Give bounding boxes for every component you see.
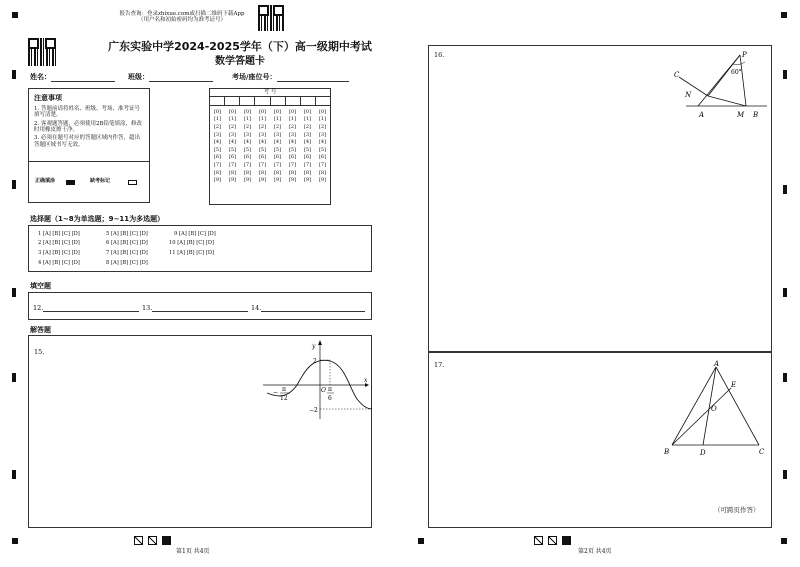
digit-bubble[interactable]: [4] [258, 139, 267, 146]
side-mark [12, 70, 16, 79]
choice-row[interactable]: 6 [A] [B] [C] [D] [106, 240, 148, 246]
point-C-label: C [759, 448, 765, 456]
fill-heading: 填空题 [30, 282, 51, 290]
digit-bubble[interactable]: [1] [213, 116, 222, 123]
digit-bubble[interactable]: [0] [228, 108, 237, 115]
digit-bubble[interactable]: [9] [243, 177, 252, 184]
digit-bubble[interactable]: [6] [243, 154, 252, 161]
digit-bubble[interactable]: [2] [273, 123, 282, 130]
side-mark [12, 373, 16, 382]
choice-row[interactable]: 3 [A] [B] [C] [D] [38, 250, 80, 256]
side-mark [783, 70, 787, 79]
digit-bubble[interactable]: [3] [288, 131, 297, 138]
page-number-2: 第2页 共4页 [578, 548, 612, 555]
digit-bubble[interactable]: [9] [258, 177, 267, 184]
point-D-label: D [700, 449, 706, 457]
graph-y-max-label: 2 [313, 358, 317, 365]
absent-mark-box[interactable] [128, 180, 137, 185]
fill-q13[interactable] [142, 304, 248, 312]
q17-number: 17. [434, 361, 445, 369]
note-item: 1. 答题前请将姓名、班级、考场、准考证号填写清楚。 [34, 106, 140, 119]
point-E-label: E [731, 381, 737, 389]
side-mark [783, 373, 787, 382]
digit-bubble[interactable]: [3] [318, 131, 327, 138]
footer-code-mark [148, 536, 157, 545]
q15-sine-graph [257, 339, 372, 424]
notes-heading: 注意事项 [34, 94, 62, 102]
q14-number: 14. [251, 304, 262, 312]
digit-bubble[interactable]: [3] [273, 131, 282, 138]
digit-bubble[interactable]: [8] [288, 169, 297, 176]
digit-bubble[interactable]: [2] [213, 123, 222, 130]
digit-bubble[interactable]: [3] [258, 131, 267, 138]
exam-number-digits[interactable] [210, 108, 330, 184]
fill-q14[interactable] [251, 304, 365, 312]
report-notice-line1: 报告查询：登录zhixue.com或扫描二维码下载App [119, 11, 245, 17]
digit-bubble[interactable]: [5] [273, 146, 282, 153]
correct-fill-sample [66, 180, 75, 185]
digit-bubble[interactable]: [0] [288, 108, 297, 115]
digit-bubble[interactable]: [4] [273, 139, 282, 146]
point-M-label: M [737, 111, 745, 119]
digit-bubble[interactable]: [8] [303, 169, 312, 176]
digit-bubble[interactable]: [0] [243, 108, 252, 115]
digit-bubble[interactable]: [4] [303, 139, 312, 146]
side-mark [12, 470, 16, 479]
q15-answer-area[interactable] [28, 335, 372, 528]
room-seat-label: 考场/座位号： [232, 73, 277, 81]
q16-answer-area[interactable] [428, 45, 772, 352]
class-label: 班级： [128, 73, 149, 81]
digit-bubble[interactable]: [2] [288, 123, 297, 130]
point-O-label: O [711, 405, 717, 413]
q13-number: 13. [142, 304, 153, 312]
digit-bubble[interactable]: [3] [228, 131, 237, 138]
q12-number: 12. [33, 304, 44, 312]
side-mark [783, 470, 787, 479]
absent-mark-label: 缺考标记 [90, 178, 111, 184]
side-mark [12, 180, 16, 189]
corner-mark-br [781, 538, 787, 544]
digit-bubble[interactable]: [8] [228, 169, 237, 176]
footer-code-mark [162, 536, 171, 545]
digit-bubble[interactable]: [7] [318, 161, 327, 168]
digit-bubble[interactable]: [8] [273, 169, 282, 176]
digit-bubble[interactable]: [9] [318, 177, 327, 184]
choice-row[interactable]: 11 [A] [B] [C] [D] [169, 250, 215, 256]
choice-row[interactable]: 8 [A] [B] [C] [D] [106, 260, 148, 266]
footer-code-mark [134, 536, 143, 545]
report-notice [112, 11, 252, 24]
digit-bubble[interactable]: [4] [228, 139, 237, 146]
fill-box [28, 292, 372, 320]
angle-label: 60° [731, 69, 742, 76]
answer-heading: 解答题 [30, 326, 51, 334]
digit-bubble[interactable]: [7] [243, 161, 252, 168]
digit-bubble[interactable]: [4] [318, 139, 327, 146]
digit-bubble[interactable]: [2] [318, 123, 327, 130]
digit-bubble[interactable]: [5] [288, 146, 297, 153]
choice-row[interactable]: 5 [A] [B] [C] [D] [106, 231, 148, 237]
card-subtitle: 数学答题卡 [215, 56, 265, 67]
digit-bubble[interactable]: [9] [288, 177, 297, 184]
card-qr-code [28, 38, 56, 66]
exam-title: 广东实验中学2024-2025学年（下）高一级期中考试 [108, 40, 372, 53]
digit-bubble[interactable]: [7] [288, 161, 297, 168]
exam-number-label: 考 号 [210, 89, 330, 97]
digit-bubble[interactable]: [5] [258, 146, 267, 153]
fill-q12[interactable] [33, 304, 139, 312]
digit-bubble[interactable]: [8] [243, 169, 252, 176]
digit-bubble[interactable]: [1] [243, 116, 252, 123]
digit-bubble[interactable]: [5] [243, 146, 252, 153]
corner-mark-tr [781, 12, 787, 18]
digit-bubble[interactable]: [3] [243, 131, 252, 138]
digit-bubble[interactable]: [9] [303, 177, 312, 184]
digit-bubble[interactable]: [7] [273, 161, 282, 168]
graph-left-tick-denominator: 12 [280, 395, 288, 402]
digit-bubble[interactable]: [9] [273, 177, 282, 184]
point-P-label: P [742, 51, 747, 59]
name-field[interactable] [30, 72, 115, 82]
point-C-label: C [674, 71, 680, 79]
choice-row[interactable]: 10 [A] [B] [C] [D] [169, 240, 215, 246]
digit-bubble[interactable]: [5] [228, 146, 237, 153]
room-seat-field[interactable] [232, 72, 349, 82]
digit-bubble[interactable]: [1] [228, 116, 237, 123]
choice-row[interactable]: 1 [A] [B] [C] [D] [38, 231, 80, 237]
digit-bubble[interactable]: [0] [258, 108, 267, 115]
digit-bubble[interactable]: [2] [228, 123, 237, 130]
digit-bubble[interactable]: [8] [213, 169, 222, 176]
q16-number: 16. [434, 51, 445, 59]
class-field[interactable] [128, 72, 213, 82]
corner-mark-bl [12, 538, 18, 544]
digit-bubble[interactable]: [3] [303, 131, 312, 138]
digit-bubble[interactable]: [4] [288, 139, 297, 146]
digit-bubble[interactable]: [1] [258, 116, 267, 123]
choice-row[interactable]: 4 [A] [B] [C] [D] [38, 260, 80, 266]
choice-row[interactable]: 2 [A] [B] [C] [D] [38, 240, 80, 246]
digit-bubble[interactable]: [1] [303, 116, 312, 123]
digit-bubble[interactable]: [9] [228, 177, 237, 184]
digit-bubble[interactable]: [1] [318, 116, 327, 123]
exam-number-grid [209, 88, 331, 205]
graph-left-tick-numerator: π [282, 386, 286, 393]
digit-bubble[interactable]: [2] [303, 123, 312, 130]
corner-mark-bc [418, 538, 424, 544]
graph-y-min-label: −2 [309, 407, 318, 414]
digit-bubble[interactable]: [8] [318, 169, 327, 176]
digit-bubble[interactable]: [0] [318, 108, 327, 115]
q17-answer-area[interactable] [428, 352, 772, 528]
side-mark [783, 185, 787, 194]
graph-origin-label: O [321, 387, 326, 394]
choice-box [28, 225, 372, 272]
digit-bubble[interactable]: [6] [213, 154, 222, 161]
choice-row[interactable]: 9 [A] [B] [C] [D] [174, 231, 216, 237]
digit-bubble[interactable]: [5] [303, 146, 312, 153]
point-A-label: A [699, 111, 705, 119]
correct-fill-label: 正确填涂 [35, 178, 56, 184]
continue-note: （可跨页作答） [714, 506, 760, 514]
digit-bubble[interactable]: [0] [273, 108, 282, 115]
digit-bubble[interactable]: [3] [213, 131, 222, 138]
report-notice-line2: （用户名和初始密码均为准考证号） [137, 17, 226, 24]
side-mark [12, 288, 16, 297]
digit-bubble[interactable]: [6] [228, 154, 237, 161]
digit-bubble[interactable]: [7] [213, 161, 222, 168]
digit-bubble[interactable]: [7] [303, 161, 312, 168]
note-item: 2. 客观题答题，必须使用2B铅笔填涂，修改时用橡皮擦干净。 [34, 120, 143, 133]
q16-triangle-figure [671, 50, 771, 125]
app-qr-code[interactable] [258, 5, 284, 31]
choice-row[interactable]: 7 [A] [B] [C] [D] [106, 250, 148, 256]
point-B-label: B [664, 448, 670, 456]
footer-code-mark [548, 536, 557, 545]
digit-bubble[interactable]: [6] [303, 154, 312, 161]
digit-bubble[interactable]: [7] [228, 161, 237, 168]
point-B-label: B [753, 111, 759, 119]
footer-code-mark [534, 536, 543, 545]
digit-bubble[interactable]: [1] [273, 116, 282, 123]
digit-bubble[interactable]: [6] [288, 154, 297, 161]
page-number-1: 第1页 共4页 [176, 548, 210, 555]
graph-right-tick-denominator: 6 [328, 395, 332, 402]
digit-bubble[interactable]: [5] [213, 146, 222, 153]
graph-x-axis-label: x [364, 377, 368, 384]
digit-bubble[interactable]: [6] [273, 154, 282, 161]
name-label: 姓名： [30, 73, 51, 81]
digit-bubble[interactable]: [0] [213, 108, 222, 115]
point-N-label: N [685, 91, 692, 99]
digit-bubble[interactable]: [7] [258, 161, 267, 168]
digit-bubble[interactable]: [9] [213, 177, 222, 184]
choice-heading: 选择题（1~8为单选题；9~11为多选题） [30, 215, 165, 223]
footer-code-mark [562, 536, 571, 545]
digit-bubble[interactable]: [1] [288, 116, 297, 123]
digit-bubble[interactable]: [8] [258, 169, 267, 176]
digit-bubble[interactable]: [2] [243, 123, 252, 130]
digit-bubble[interactable]: [4] [213, 139, 222, 146]
digit-bubble[interactable]: [5] [318, 146, 327, 153]
point-A-label: A [714, 360, 720, 368]
digit-bubble[interactable]: [6] [318, 154, 327, 161]
digit-bubble[interactable]: [6] [258, 154, 267, 161]
digit-bubble[interactable]: [2] [258, 123, 267, 130]
digit-bubble[interactable]: [0] [303, 108, 312, 115]
q17-triangle-figure [661, 359, 771, 459]
graph-y-axis-label: y [312, 343, 316, 350]
side-mark [783, 288, 787, 297]
graph-right-tick-numerator: π [328, 386, 332, 393]
q15-number: 15. [34, 348, 45, 356]
notes-box [28, 88, 150, 203]
digit-bubble[interactable]: [4] [243, 139, 252, 146]
note-item: 3. 必须在题号对应的答题区域内作答，超出答题区域书写无效。 [34, 135, 140, 148]
graph-left-tick-sign: − [273, 389, 279, 396]
corner-mark-tl [12, 12, 18, 18]
